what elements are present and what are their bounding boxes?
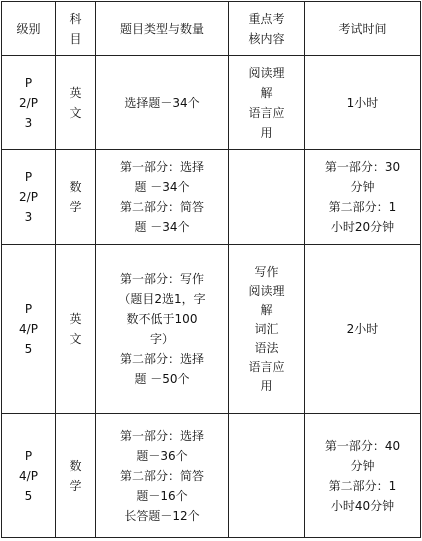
cell-line: 2小时	[346, 322, 379, 336]
cell-line: 重点考	[248, 11, 285, 26]
cell-line: 小时20分钟	[330, 220, 395, 234]
cell-question-type	[96, 150, 229, 245]
cell-line: 第一部分：选择	[119, 160, 204, 174]
table-row	[2, 150, 421, 245]
cell-subject	[56, 150, 96, 245]
cell-line: 学	[69, 200, 82, 214]
cell-line: 解	[260, 85, 273, 100]
cell-line: 题－36个	[136, 448, 188, 463]
table-row	[2, 245, 421, 414]
cell-line: 小时40分钟	[330, 498, 395, 513]
cell-question-type	[96, 56, 229, 150]
cell-line: 用	[260, 378, 273, 393]
cell-line: 长答题－12个	[124, 508, 200, 523]
cell-line: 英	[69, 85, 82, 100]
cell-line: 4/P	[19, 322, 38, 336]
cell-line: 字）	[149, 332, 174, 346]
cell-line: （题目2选1，字	[118, 292, 206, 306]
cell-line: 分钟	[350, 458, 375, 473]
cell-line: 目	[69, 31, 82, 46]
cell-line: 第一部分：40	[324, 438, 401, 453]
header-row	[2, 2, 421, 56]
cell-line: 语言应	[248, 105, 285, 120]
cell-line: 第二部分：选择	[119, 352, 204, 366]
cell-line: 分钟	[350, 180, 375, 194]
cell-line: 选择题－34个	[124, 95, 200, 110]
cell-subject	[56, 56, 96, 150]
exam-table	[1, 1, 421, 538]
cell-line: 数	[69, 458, 82, 473]
cell-line: 文	[69, 332, 82, 346]
cell-line: 第一部分：选择	[119, 428, 204, 443]
cell-line: 题 －50个	[134, 372, 190, 386]
cell-line: 5	[24, 342, 33, 356]
cell-line: 2/P	[19, 95, 38, 110]
cell-time	[305, 245, 421, 414]
cell-line: P	[24, 170, 33, 184]
cell-focus	[229, 245, 305, 414]
cell-time	[305, 56, 421, 150]
cell-line: 5	[24, 488, 33, 503]
cell-line: 数	[69, 180, 82, 194]
cell-line: P	[24, 448, 33, 463]
cell-line: 2/P	[19, 190, 38, 204]
cell-line: 语言应	[248, 359, 285, 374]
cell-level	[2, 56, 56, 150]
cell-line: 4/P	[19, 468, 38, 483]
cell-line: 考试时间	[338, 21, 387, 36]
cell-line: 第二部分：1	[328, 200, 397, 214]
cell-line: 第一部分：写作	[119, 272, 204, 286]
header-subject	[56, 2, 96, 56]
cell-focus	[229, 150, 305, 245]
cell-line: 核内容	[248, 31, 285, 46]
cell-line: P	[24, 75, 33, 90]
header-question-type	[96, 2, 229, 56]
cell-level	[2, 150, 56, 245]
cell-line: 科	[69, 11, 82, 26]
cell-line: 阅读理	[248, 65, 285, 80]
cell-line: 题目类型与数量	[119, 21, 204, 36]
cell-time	[305, 414, 421, 538]
cell-focus	[229, 414, 305, 538]
table-row	[2, 414, 421, 538]
cell-line: 写作	[254, 264, 279, 279]
cell-line: 语法	[254, 340, 279, 355]
cell-line: 3	[24, 115, 33, 130]
cell-line: 第二部分：简答	[119, 200, 204, 214]
cell-question-type	[96, 414, 229, 538]
cell-focus	[229, 56, 305, 150]
cell-line: 词汇	[254, 321, 279, 336]
cell-line: 第二部分：简答	[119, 468, 204, 483]
cell-question-type	[96, 245, 229, 414]
cell-line: 文	[69, 105, 82, 120]
cell-subject	[56, 245, 96, 414]
cell-line: 用	[260, 125, 273, 140]
header-focus	[229, 2, 305, 56]
cell-line: 级别	[16, 21, 41, 36]
cell-line: 第一部分：30	[324, 160, 401, 174]
cell-line: 学	[69, 478, 82, 493]
table-row	[2, 56, 421, 150]
cell-line: 题 －34个	[134, 180, 190, 194]
cell-level	[2, 245, 56, 414]
cell-line: 3	[24, 210, 33, 224]
header-time	[305, 2, 421, 56]
header-level	[2, 2, 56, 56]
cell-line: P	[24, 302, 33, 316]
cell-line: 第二部分：1	[328, 478, 397, 493]
cell-line: 1小时	[346, 95, 379, 110]
cell-line: 数不低于100	[126, 312, 198, 326]
cell-line: 阅读理	[248, 283, 285, 298]
cell-level	[2, 414, 56, 538]
cell-line: 题－16个	[136, 488, 188, 503]
cell-time	[305, 150, 421, 245]
cell-line: 题 －34个	[134, 220, 190, 234]
cell-line: 解	[260, 302, 273, 317]
cell-subject	[56, 414, 96, 538]
cell-line: 英	[69, 312, 82, 326]
